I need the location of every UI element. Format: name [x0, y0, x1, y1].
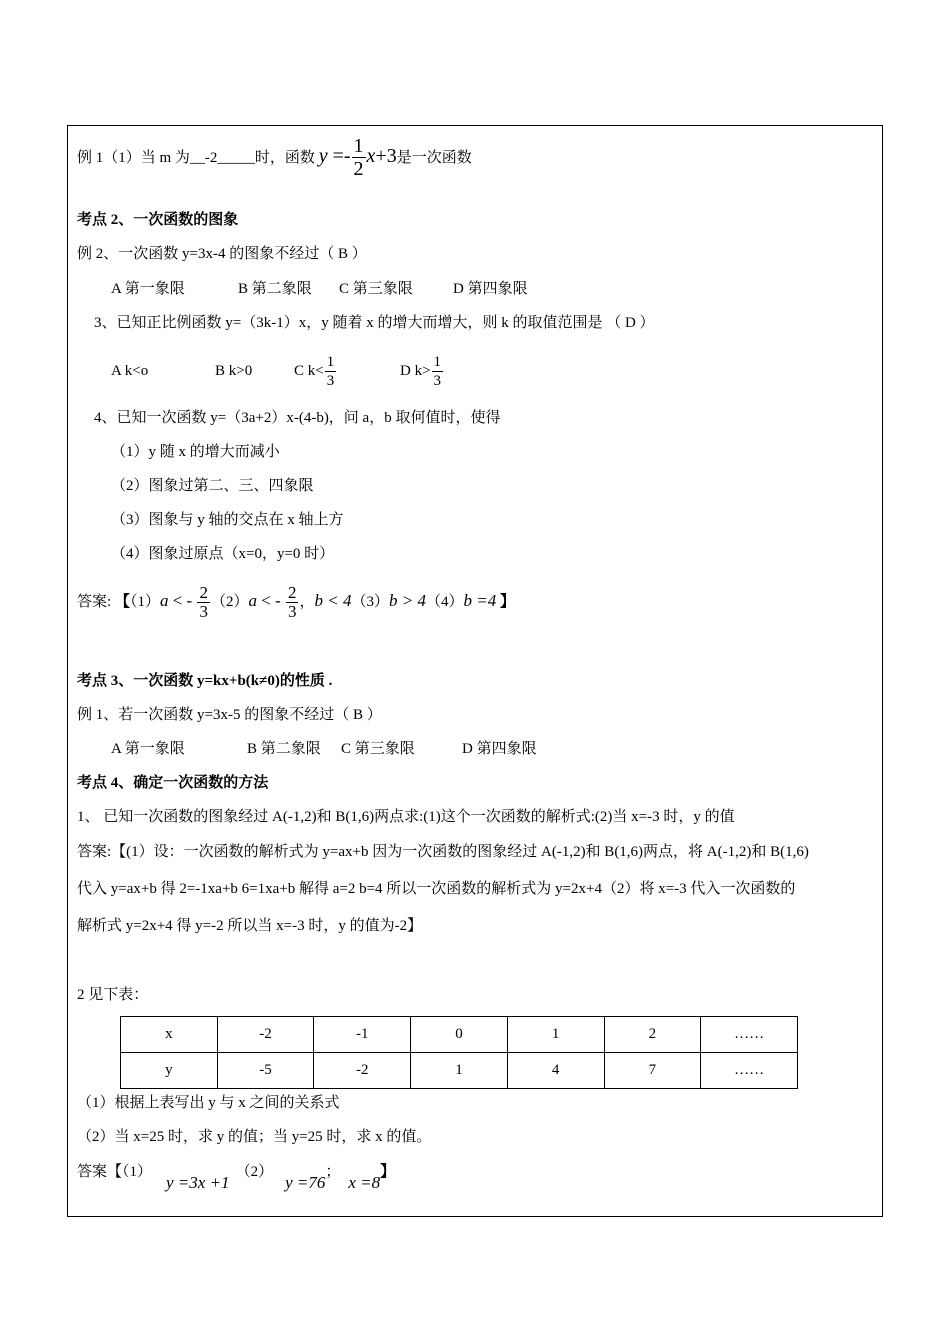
kp3-option-d: D 第四象限: [462, 741, 537, 757]
table-cell: 0: [411, 1017, 508, 1053]
kp2-answer: 答案: 【（1）a < - $\frac{2}{3}$ （2）a < - $\frac{2}{3}$ ，b < 4（3）b > 4（4）b =4 】: [77, 583, 515, 622]
kp2-q4-item-1: （1）y 随 x 的增大而减小: [111, 444, 280, 460]
kp2-q2-option-c: C 第三象限: [339, 281, 413, 297]
kp2-q3-option-d: D k> $\frac{1}{3}$: [400, 354, 442, 390]
kp4-answer-line-1: 答案:【(1）设：一次函数的解析式为 y=ax+b 因为一次函数的图象经过 A(-1,2)和 B(1,6)两点，将 A(-1,2)和 B(1,6): [77, 844, 809, 860]
kp3-heading: 考点 3、一次函数 y=kx+b(k≠0)的性质 .: [77, 673, 333, 689]
kp4-answer-line-2: 代入 y=ax+b 得 2=-1xa+b 6=1xa+b 解得 a=2 b=4 所以一次函数的解析式为 y=2x+4（2）将 x=-3 代入一次函数的: [77, 881, 796, 897]
kp2-question-2: 例 2、一次函数 y=3x-4 的图象不经过（ B ）: [77, 246, 367, 262]
kp2-q2-option-d: D 第四象限: [453, 281, 528, 297]
kp2-q4-item-2: （2）图象过第二、三、四象限: [111, 478, 314, 494]
table-cell: 4: [507, 1053, 604, 1089]
kp2-q3-option-a: A k<o: [111, 363, 149, 379]
kp4-answer-line-3: 解析式 y=2x+4 得 y=-2 所以当 x=-3 时，y 的值为-2】: [77, 918, 423, 934]
kp2-q4-item-3: （3）图象与 y 轴的交点在 x 轴上方: [111, 512, 344, 528]
kp3-option-b: B 第二象限: [247, 741, 321, 757]
example-1-prefix: 例 1（1）当 m 为: [77, 150, 190, 167]
table-cell: 2: [604, 1017, 701, 1053]
kp4-heading: 考点 4、确定一次函数的方法: [77, 775, 269, 791]
example-1-answer: -2: [204, 150, 218, 167]
table-cell: 1: [507, 1017, 604, 1053]
kp2-q2-option-b: B 第二象限: [238, 281, 312, 297]
kp3-question-1: 例 1、若一次函数 y=3x-5 的图象不经过（ B ）: [77, 707, 382, 723]
kp4-question-2: 2 见下表：: [77, 987, 149, 1003]
table-cell: -2: [217, 1017, 314, 1053]
kp4-q2-item-2: （2）当 x=25 时，求 y 的值；当 y=25 时，求 x 的值。: [77, 1129, 432, 1145]
table-cell: -2: [314, 1053, 411, 1089]
table-cell: ……: [701, 1017, 798, 1053]
table-cell: -5: [217, 1053, 314, 1089]
kp2-heading: 考点 2、一次函数的图象: [77, 212, 239, 228]
kp2-q3-option-b: B k>0: [215, 363, 253, 379]
kp2-question-4: 4、已知一次函数 y=（3a+2）x-(4-b)，问 a，b 取何值时，使得: [94, 410, 501, 426]
table-cell: 7: [604, 1053, 701, 1089]
table-cell: 1: [411, 1053, 508, 1089]
kp2-q3-option-c: C k< $\frac{1}{3}$: [294, 354, 335, 390]
kp4-final-answer: 答案【（1）y =3x +1（2）y =76；x =8】: [77, 1164, 396, 1192]
table-cell: x: [121, 1017, 218, 1053]
kp2-question-3: 3、已知正比例函数 y=（3k-1）x，y 随着 x 的增大而增大，则 k 的取值范围是 （ D ）: [94, 315, 655, 331]
table-cell: y: [121, 1053, 218, 1089]
table-row: [121, 1053, 798, 1089]
table-cell: ……: [701, 1053, 798, 1089]
kp3-option-c: C 第三象限: [341, 741, 415, 757]
table-row: [121, 1017, 798, 1053]
kp2-q2-option-a: A 第一象限: [111, 281, 185, 297]
example-1: 例 1（1）当 m 为__-2_____时，函数 y =- $\frac{1}{2}$ x+3是一次函数: [77, 135, 472, 180]
kp4-question-1: 1、 已知一次函数的图象经过 A(-1,2)和 B(1,6)两点求:(1)这个一次函数的解析式:(2)当 x=-3 时，y 的值: [77, 809, 735, 825]
value-table: [120, 1016, 798, 1089]
kp3-option-a: A 第一象限: [111, 741, 185, 757]
example-1-formula: y =- $\frac{1}{2}$ x+3: [318, 135, 397, 180]
kp2-q4-item-4: （4）图象过原点（x=0，y=0 时）: [111, 546, 335, 562]
table-cell: -1: [314, 1017, 411, 1053]
kp4-q2-item-1: （1）根据上表写出 y 与 x 之间的关系式: [77, 1095, 340, 1111]
